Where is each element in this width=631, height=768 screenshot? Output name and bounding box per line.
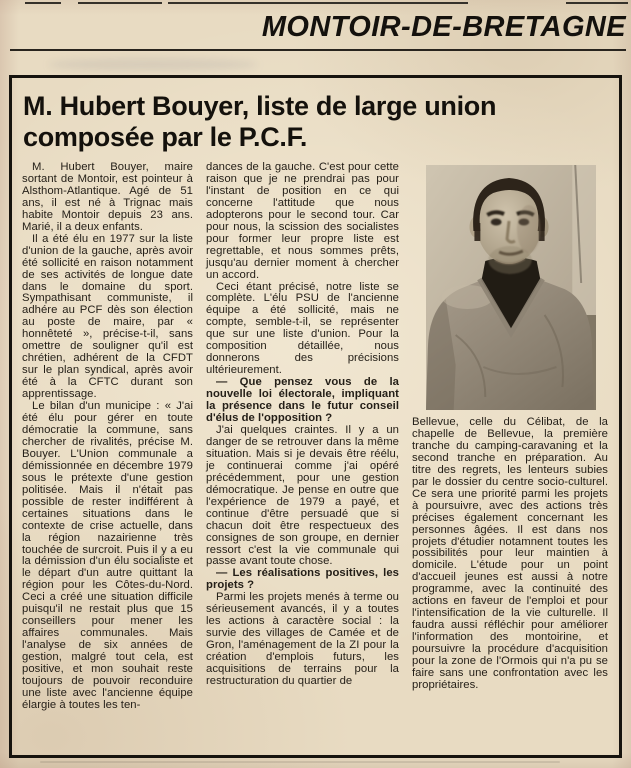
- paragraph: Le bilan d'un municipe : « J'ai été élu pour gérer en toute démocratie la commune, sans chercher de rivalités, précise M. Bouyer. L'Union communale a démissionnée en décembre 1979 sous le prétexte d'une gestion politisée. Mais il n'était pas possible de rester indifférent à certaines situations dans le contexte de crise actuelle, dans la région nazairienne très touchée de surcroit. Puis il y a eu la démission d'un élu socialiste et le départ d'un autre quittant la région pour les Côtes-du-Nord. Ceci a créé une situation difficile puisqu'il ne restait plus que 15 conseillers pour mener les affaires communales. Mais l'analyse de six années de gestion, malgré tout cela, est positive, et mon souhait reste toujours de pouvoir reconduire une liste avec l'ancienne équipe élargie à toutes les ten-: [22, 400, 193, 711]
- interview-question: — Les réalisations positives, les projets ?: [206, 567, 399, 592]
- paragraph: dances de la gauche. C'est pour cette raison que je ne prendrai pas pour l'instant de position en ce qui concerne l'attitude que nous adopterons pour le second tour. Car pour nous, la scission des socialistes pour former leur propre liste est regrettable, et nous sommes prêts, jusqu'au dernier moment à chercher un accord.: [206, 161, 399, 281]
- paragraph: Il a été élu en 1977 sur la liste d'union de la gauche, après avoir été sollicité en raison notamment de ses activités de longue date dans le domaine du sport. Sympathisant communiste, il adhére au PCF dès son élection au poste de maire, par « honnêteté », précise-t-il, sans omettre de souligner qu'il est chrétien, adhérent de la CFDT sur le plan syndical, après avoir été à la CFTC durant son apprentissage.: [22, 232, 193, 401]
- top-rule-fragment: [168, 2, 468, 4]
- paragraph: M. Hubert Bouyer, maire sortant de Montoir, est pointeur à Alsthom-Atlantique. Agé de 51 ans, il est né à Trignac mais habite Montoir depuis 23 ans. Marié, il a deux enfants.: [22, 161, 193, 233]
- paragraph: Parmi les projets menés à terme ou sérieusement avancés, il y a toutes les actions à caractère social : la survie des villages de Camée et de Gron, l'aménagement de la ZI pour la création d'emplois futurs, les acquisitions de terrains pour la restructuration du quartier de: [206, 591, 399, 687]
- portrait-photo: [426, 165, 596, 410]
- paper-crease: [40, 761, 560, 763]
- article-columns: [12, 152, 619, 712]
- column-1: [22, 162, 193, 712]
- portrait-photo-drawing: [426, 165, 596, 410]
- top-rule-fragment: [78, 2, 162, 4]
- section-header: MONTOIR-DE-BRETAGNE: [261, 11, 626, 43]
- article-box: [9, 75, 622, 758]
- paragraph: Bellevue, celle du Célibat, de la chapelle de Bellevue, la première tranche du camping-caravaning et la second tranche en préparation. Au titre des regrets, les lenteurs subies par le dossier du centre socio-culturel. Ce sera une priorité parmi les projets à poursuivre, avec des actions très précises également concernant les personnes âgées. Il est dans nos projets d'étudier notamnent toutes les possibilités pour leur maintien à domicile. L'étude pour un point d'accueil jeunes est aussi à notre programme, avec la continuité des actions en faveur de l'emploi et pour l'intensification de la vie culturelle. Il faudra aussi réfléchir pour améliorer l'information des montoirine, et poursuivre la procédure d'acquisition pour la zone de l'Ormois qui n'a pu se faire sans une confrontation avec les propriétaires.: [412, 416, 608, 691]
- paper-smudge: [48, 58, 258, 71]
- column-3: [412, 162, 608, 712]
- paragraph: J'ai quelques craintes. Il y a un danger de se retrouver dans la même situation. Mais si je devais être réélu, je continuerai comme j'ai opéré précédemment, pour une gestion démocratique. Je pense en outre que l'expérience de 1979 a payé, et continue d'être persuadé que si chacun doit être respectueux des consignes de son groupe, en dernier ressort c'est la vie communale qui passe avant toute chose.: [206, 423, 399, 568]
- column-2: [206, 162, 399, 712]
- top-rule-fragment: [566, 2, 628, 4]
- paragraph: Ceci étant précisé, notre liste se complète. L'élu PSU de l'ancienne équipe a été sollicité, mais ne compte, semble-t-il, se représenter que sur une liste d'union. Pour la composition détaillée, nous donnerons des précisions ultérieurement.: [206, 280, 399, 377]
- headline: M. Hubert Bouyer, liste de large union composée par le P.C.F.: [23, 91, 497, 152]
- interview-question: — Que pensez vous de la nouvelle loi électorale, impliquant la présence dans le futur conseil d'élus de l'opposition ?: [206, 376, 399, 425]
- top-rule-fragment: [25, 2, 61, 4]
- header-rule: [10, 49, 626, 51]
